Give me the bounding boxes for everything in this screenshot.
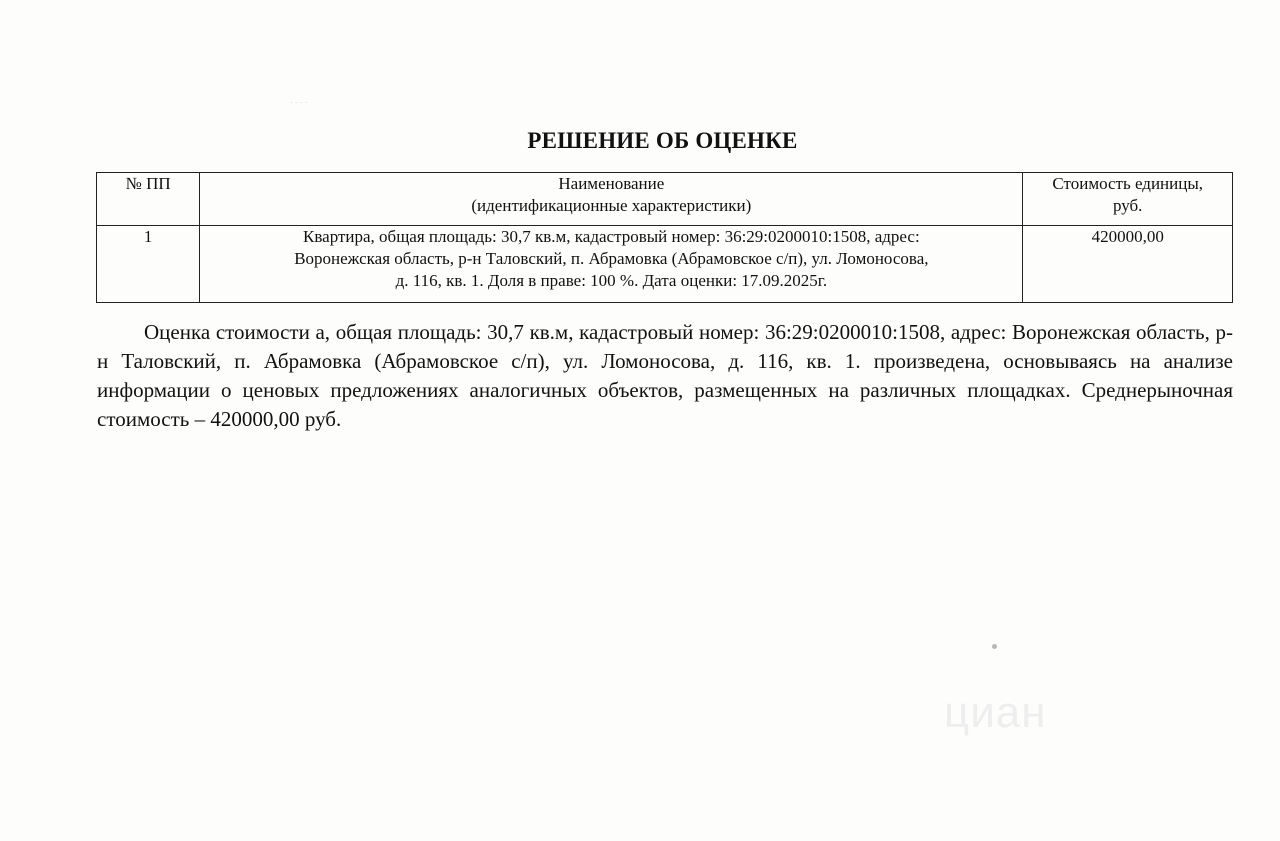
table-header-row (97, 173, 1233, 226)
table-row (97, 226, 1233, 303)
row-cost: 420000,00 (1023, 226, 1233, 303)
document-title: РЕШЕНИЕ ОБ ОЦЕНКЕ (527, 128, 798, 153)
header-cost-line1: Стоимость единицы, (1052, 174, 1204, 193)
row-description (200, 226, 1023, 303)
valuation-table (96, 172, 1233, 303)
header-cost (1023, 173, 1233, 226)
header-number: № ПП (97, 173, 200, 226)
row-description-line1: Квартира, общая площадь: 30,7 кв.м, кадастровый номер: 36:29:0200010:1508, адрес: (303, 227, 920, 246)
header-cost-line2: руб. (1112, 196, 1143, 215)
row-description-line2: Воронежская область, р-н Таловский, п. Абрамовка (Абрамовское с/п), ул. Ломоносова, (294, 249, 929, 268)
scan-speck (992, 644, 997, 649)
row-description-line3: д. 116, кв. 1. Доля в праве: 100 %. Дата оценки: 17.09.2025г. (395, 271, 828, 290)
header-name (200, 173, 1023, 226)
scan-artifact: · · · · (290, 98, 308, 107)
header-name-line2: (идентификационные характеристики) (471, 196, 752, 215)
cian-watermark: циан (944, 688, 1047, 737)
valuation-paragraph: Оценка стоимости а, общая площадь: 30,7 кв.м, кадастровый номер: 36:29:0200010:1508, адрес: Воронежская область, р-н Таловский, п. Абрамовка (Абрамовское с/п), ул. Ломоносова, д. 116, кв. 1. произведена, основываясь на анализе информации о ценовых предложениях аналогичных объектов, размещенных на различных площадках. Среднерыночная стоимость – 420000,00 руб. (97, 320, 1233, 431)
row-number: 1 (97, 226, 200, 303)
header-name-line1: Наименование (558, 174, 665, 193)
